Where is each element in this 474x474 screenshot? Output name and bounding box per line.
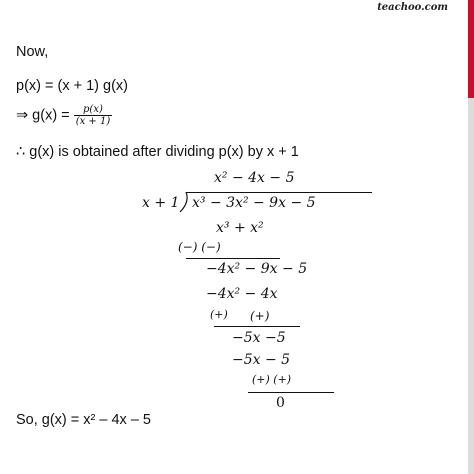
accent-grey-bar xyxy=(468,98,474,474)
step2-sign-b: (+) xyxy=(250,309,270,323)
dividend: x³ − 3x² − 9x − 5 xyxy=(192,195,316,211)
text-p-equation: p(x) = (x + 1) g(x) xyxy=(16,78,128,94)
text-g-equation xyxy=(16,104,112,127)
fraction xyxy=(74,104,113,127)
brand-logo: teachoo.com xyxy=(377,2,448,13)
step3-rule xyxy=(248,392,334,393)
fraction-numerator: p(x) xyxy=(74,104,113,116)
fraction-denominator: (x + 1) xyxy=(75,116,111,127)
accent-red-bar xyxy=(468,0,474,98)
step1-subtrahend: x³ + x² xyxy=(216,220,264,236)
step1-rule xyxy=(186,258,280,259)
step1-remainder: −4x² − 9x − 5 xyxy=(206,261,308,277)
division-bracket xyxy=(178,190,190,214)
divisor: x + 1 xyxy=(142,195,180,211)
text-now: Now, xyxy=(16,44,49,60)
step2-remainder: −5x −5 xyxy=(232,330,286,346)
division-bar xyxy=(186,192,372,193)
step1-signs: (−) (−) xyxy=(178,240,221,254)
step2-sign-a: (+) xyxy=(210,308,228,321)
text-conclusion: So, g(x) = x² – 4x – 5 xyxy=(16,412,151,428)
step2-rule xyxy=(214,326,300,327)
step3-subtrahend: −5x − 5 xyxy=(232,352,291,368)
final-remainder: 0 xyxy=(276,395,285,411)
quotient: x² − 4x − 5 xyxy=(214,170,295,186)
implies-prefix: ⇒ g(x) = xyxy=(16,107,74,124)
step2-subtrahend: −4x² − 4x xyxy=(206,286,278,302)
text-therefore: ∴ g(x) is obtained after dividing p(x) by x + 1 xyxy=(16,144,299,160)
step3-signs: (+) (+) xyxy=(252,373,292,386)
